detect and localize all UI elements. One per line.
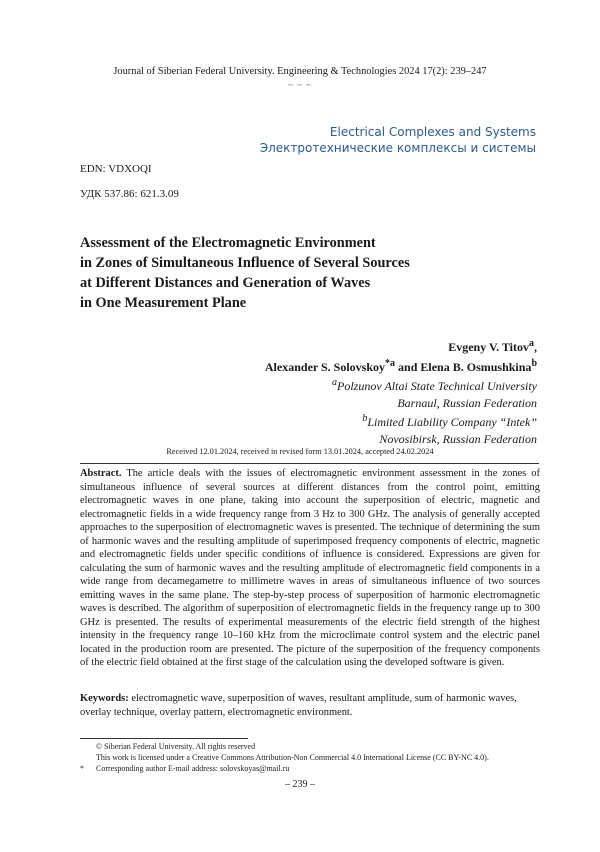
affiliation-mark: a <box>332 377 338 388</box>
article-title <box>80 233 540 313</box>
affiliation-b-city: Novosibirsk, Russian Federation <box>379 431 537 446</box>
author-block <box>265 336 537 447</box>
abstract-label: Abstract. <box>80 468 122 479</box>
author-name: Elena B. Osmushkina <box>420 359 532 374</box>
corresponding-author-note <box>80 763 289 774</box>
author-affiliation-mark: a <box>529 338 534 349</box>
author-conjunction: and <box>395 359 421 374</box>
affiliation-text: Limited Liability Company “Intek” <box>367 415 537 429</box>
title-line: Assessment of the Electromagnetic Environment <box>80 235 376 251</box>
keywords-text: electromagnetic wave, superposition of waves, resultant amplitude, sum of harmonic waves, overlay technique, overlay pattern, electromagnetic environment. <box>80 693 517 718</box>
affiliation-a-city: Barnaul, Russian Federation <box>397 395 537 410</box>
section-title-en: Electrical Complexes and Systems <box>329 125 536 139</box>
received-dates: Received 12.01.2024, received in revised form 13.01.2024, accepted 24.02.2024 <box>166 447 434 456</box>
title-line: at Different Distances and Generation of Waves <box>80 275 371 291</box>
affiliation-mark: b <box>362 413 368 424</box>
keywords <box>80 692 540 719</box>
affiliation-a-name <box>265 375 537 395</box>
license-note: This work is licensed under a Creative Commons Attribution-Non Commercial 4.0 International License (CC BY-NC 4.0). <box>96 753 489 762</box>
keywords-label: Keywords: <box>80 693 129 704</box>
author-name: Evgeny V. Titov <box>448 340 529 354</box>
affiliation-text: Polzunov Altai State Technical University <box>337 379 537 393</box>
corresponding-author-text: Corresponding author E-mail address: solovskoyas@mail.ru <box>96 764 290 773</box>
author-line-1 <box>265 336 537 356</box>
copyright-note: © Siberian Federal University. All rights reserved <box>96 742 256 751</box>
header-ornament: ~ ~ ~ <box>287 80 313 90</box>
footnote-mark: * <box>80 764 84 773</box>
title-line: in One Measurement Plane <box>80 295 247 311</box>
title-line: in Zones of Simultaneous Influence of Several Sources <box>80 255 410 271</box>
affiliation-b-name <box>265 411 537 431</box>
author-affiliation-mark: *a <box>385 357 396 369</box>
footnote-divider <box>80 738 248 739</box>
abstract <box>80 467 540 670</box>
edn-code: EDN: VDXOQI <box>80 163 152 175</box>
udk-code: УДК 537.86: 621.3.09 <box>80 188 179 200</box>
abstract-text: The article deals with the issues of electromagnetic environment assessment in the zones of simultaneous influence of several sources at different distances from the control point, emitting electromagnetic waves in one plane, taking into account the superposition of electric, magnetic and electromagnetic fields in a wide frequency range from 3 Hz to 300 GHz. The analysis of generally accepted approaches to the superposition of electromagnetic waves is presented. The technique of determining the sum of harmonic waves and the resulting amplitude of superimposed frequency components of electric, magnetic and electromagnetic fields under specific conditions of influence is considered. Expressions are given for calculating the sum of harmonic waves and the resulting amplitude of electromagnetic field components in a wide range from decamegametre to millimetre waves in areas of simultaneous influence of two sources emitting waves in the same plane. The step-by-step process of superposition of harmonic electromagnetic waves is described. The algorithm of superposition of electromagnetic fields in the frequency range up to 300 GHz is presented. The results of experimental measurements of the electric field strength of the highest intensity in the frequency range 10–160 kHz from the microclimate control system and the electric panel located in the production room are presented. The picture of the superposition of the frequency components of the electric field obtained at the first stage of the calculation using the developed software is given. <box>80 468 540 668</box>
page-number: – 239 – <box>285 779 315 790</box>
author-affiliation-mark: b <box>531 357 537 369</box>
journal-citation: Journal of Siberian Federal University. Engineering & Technologies 2024 17(2): 239–247 <box>113 66 487 77</box>
author-separator: , <box>534 340 537 354</box>
author-line-2 <box>265 356 537 376</box>
abstract-divider <box>80 463 539 464</box>
author-name: Alexander S. Solovskoy <box>264 359 386 374</box>
section-title-ru: Электротехнические комплексы и системы <box>259 141 536 155</box>
